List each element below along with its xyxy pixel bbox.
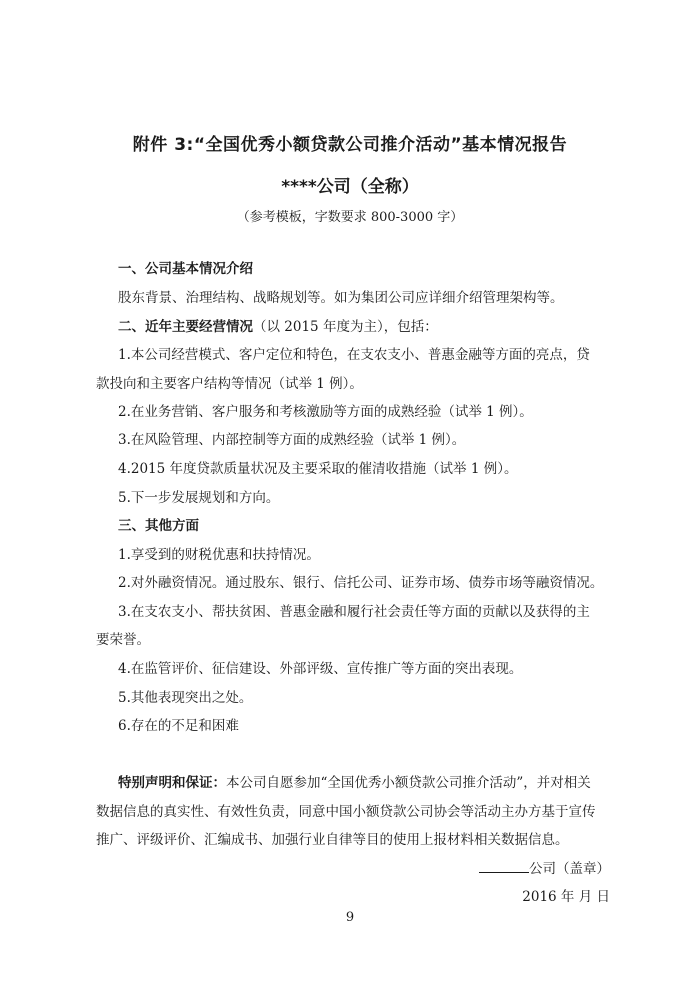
declaration-line3: 推广、评级评价、汇编成书、加强行业自律等目的使用上报材料相关数据信息。	[96, 832, 569, 848]
section3-item5: 5.其他表现突出之处。	[118, 690, 253, 706]
section3-item3-line2: 要荣誉。	[96, 632, 150, 648]
section3-item4: 4.在监管评价、征信建设、外部评级、宣传推广等方面的突出表现。	[118, 661, 523, 677]
section2-item4: 4.2015 年度贷款质量状况及主要采取的催清收措施（试举 1 例）。	[118, 461, 518, 477]
section2-item5: 5.下一步发展规划和方向。	[118, 490, 280, 506]
section2-heading: 二、近年主要经营情况	[118, 319, 253, 335]
section1-heading: 一、公司基本情况介绍	[118, 261, 253, 277]
section2-item1-line2: 款投向和主要客户结构等情况（试举 1 例）。	[96, 376, 363, 392]
signature-line	[479, 857, 610, 877]
company-seal-label: 公司（盖章）	[529, 861, 610, 877]
template-note: （参考模板，字数要求 800-3000 字）	[236, 210, 464, 225]
declaration-label: 特别声明和保证：	[118, 775, 226, 791]
declaration-line1	[118, 771, 591, 791]
declaration-line2: 数据信息的真实性、有效性负责，同意中国小额贷款公司协会等活动主办方基于宣传	[96, 804, 596, 820]
section2-heading-line	[118, 315, 438, 335]
section3-item6: 6.存在的不足和困难	[118, 718, 239, 734]
company-name-title: ****公司（全称）	[281, 177, 419, 197]
section3-item3-line1: 3.在支农支小、帮扶贫困、普惠金融和履行社会责任等方面的贡献以及获得的主	[118, 604, 590, 620]
declaration-text1: 本公司自愿参加“全国优秀小额贷款公司推介活动”，并对相关	[226, 775, 591, 791]
company-name-blank	[479, 858, 529, 873]
section3-heading: 三、其他方面	[118, 518, 199, 534]
section2-item3: 3.在风险管理、内部控制等方面的成熟经验（试举 1 例）。	[118, 432, 466, 448]
section3-item1: 1.享受到的财税优惠和扶持情况。	[118, 547, 320, 563]
section2-heading-suffix: （以 2015 年度为主），包括：	[253, 319, 438, 335]
page-number: 9	[345, 910, 355, 925]
section2-item2: 2.在业务营销、客户服务和考核激励等方面的成熟经验（试举 1 例）。	[118, 404, 533, 420]
section2-item1-line1: 1.本公司经营模式、客户定位和特色，在支农支小、普惠金融等方面的亮点，贷	[118, 347, 590, 363]
signature-date: 2016 年 月 日	[522, 889, 610, 905]
section3-item2: 2.对外融资情况。通过股东、银行、信托公司、证券市场、债券市场等融资情况。	[118, 575, 604, 591]
document-title: 附件 3:“全国优秀小额贷款公司推介活动”基本情况报告	[132, 135, 568, 155]
section1-body: 股东背景、治理结构、战略规划等。如为集团公司应详细介绍管理架构等。	[118, 290, 564, 306]
